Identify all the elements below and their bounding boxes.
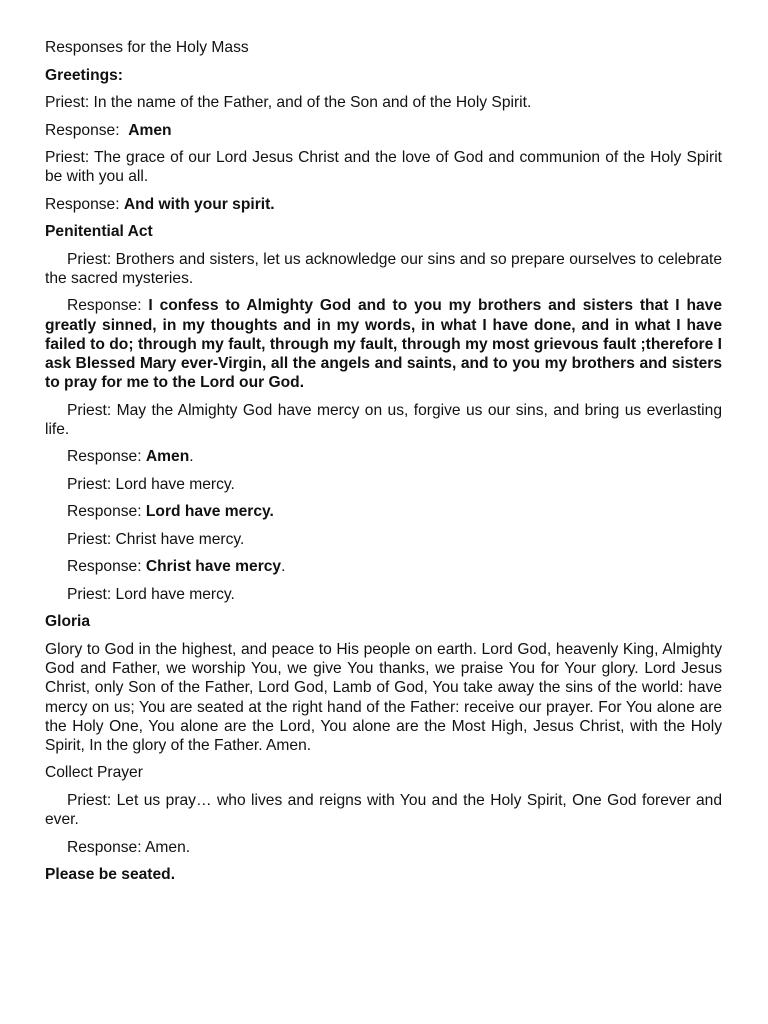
greetings-response-2: Response: And with your spirit.: [45, 195, 275, 213]
collect-priest: Priest: Let us pray… who lives and reigns with You and the Holy Spirit, One God forever and ever.: [45, 791, 722, 829]
collect-heading: Collect Prayer: [45, 764, 143, 782]
greetings-priest-2: Priest: The grace of our Lord Jesus Christ and the love of God and communion of the Holy Spirit be with you all.: [45, 149, 722, 186]
document-title: Responses for the Holy Mass: [45, 39, 249, 56]
gloria-text: Glory to God in the highest, and peace to His people on earth. Lord God, heavenly King, Almighty God and Father, we worship You, we give You thanks, we praise You for Your glory. Lord Jesus Christ, only Son of the Father, Lord God, Lamb of God, You take away the sins of the world: have mercy on us; You are seated at the right hand of the Father: receive our prayer. For You alone are the Holy One, You alone are the Lord, You alone are the Most High, Jesus Christ, with the Holy Spirit, In the glory of the Father. Amen.: [45, 640, 722, 754]
kyrie-priest-3: Priest: Lord have mercy.: [67, 585, 235, 603]
gloria-heading: Gloria: [45, 613, 91, 631]
closing-instruction: Please be seated.: [45, 866, 176, 884]
kyrie-response-1: Response: Lord have mercy.: [67, 503, 274, 521]
greetings-heading: Greetings:: [45, 66, 123, 84]
collect-response: Response: Amen.: [67, 838, 191, 856]
penitential-response-amen: Response: Amen.: [67, 448, 194, 466]
kyrie-priest-1: Priest: Lord have mercy.: [67, 475, 235, 493]
kyrie-priest-2: Priest: Christ have mercy.: [67, 530, 245, 548]
kyrie-response-2: Response: Christ have mercy.: [67, 558, 286, 576]
document-body: [45, 38, 722, 893]
greetings-response-1: Response: Amen: [45, 121, 172, 139]
penitential-priest-2: Priest: May the Almighty God have mercy on us, forgive us our sins, and bring us everlasting life.: [45, 401, 722, 438]
penitential-heading: Penitential Act: [45, 223, 153, 241]
penitential-priest-1: Priest: Brothers and sisters, let us acknowledge our sins and so prepare ourselves to celebrate the sacred mysteries.: [45, 250, 722, 287]
penitential-response-confiteor: Response: I confess to Almighty God and to you my brothers and sisters that I have greatly sinned, in my thoughts and in my words, in what I have done, and in what I have failed to do; through my fault, through my fault, through my most grievous fault ;therefore I ask Blessed Mary ever-Virgin, all the angels and saints, and to you my brothers and sisters to pray for me to the Lord our God.: [45, 297, 722, 392]
greetings-priest-1: Priest: In the name of the Father, and of the Son and of the Holy Spirit.: [45, 94, 532, 111]
